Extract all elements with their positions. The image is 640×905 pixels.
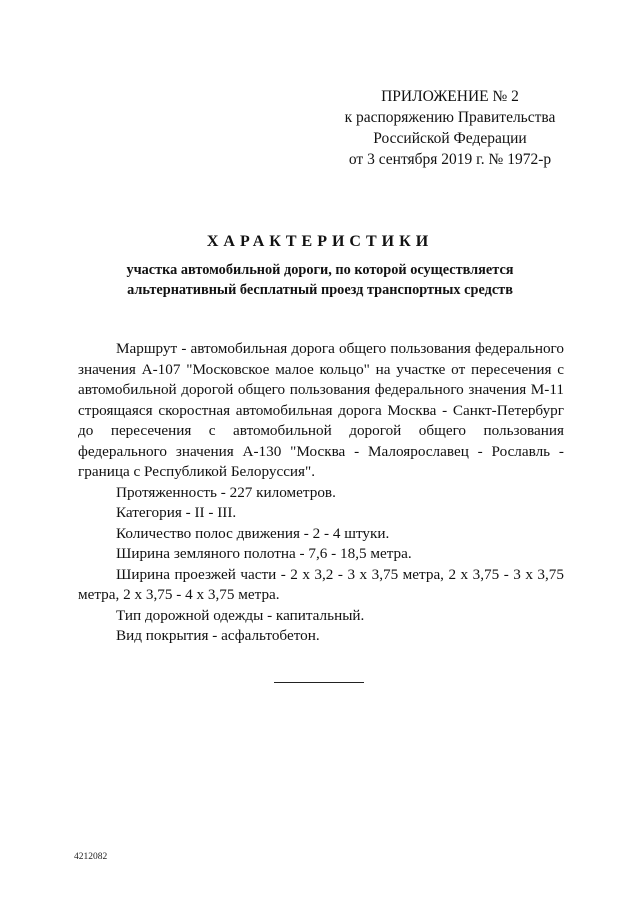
document-title: ХАРАКТЕРИСТИКИ <box>206 233 434 250</box>
lanes-paragraph: Количество полос движения - 2 - 4 штуки. <box>116 524 390 542</box>
carriageway-width-paragraph: Ширина проезжей части - 2 х 3,2 - 3 х 3,75 метра, 2 х 3,75 - 3 х 3,75 метра, 2 х 3,75 - 4 х 3,75 метра. <box>78 565 564 603</box>
document-code: 4212082 <box>74 852 108 862</box>
route-paragraph: Маршрут - автомобильная дорога общего пользования федерального значения А-107 "Московское малое кольцо" на участке от пересечения с автомобильной дорогой общего пользования федерального значения М-11 строящаяся скоростная автомобильная дорога Москва - Санкт-Петербург до пересечения с автомобильной дорогой общего пользования федерального значения А-130 "Москва - Малоярославец - Рославль - граница с Республикой Белоруссия". <box>78 340 564 480</box>
characteristics-body <box>78 339 564 647</box>
end-divider-line <box>274 682 364 683</box>
appendix-line-date-number: от 3 сентября 2019 г. № 1972-р <box>348 151 552 168</box>
pavement-type-paragraph: Тип дорожной одежды - капитальный. <box>116 606 365 624</box>
subtitle-line-1: участка автомобильной дороги, по которой осуществляется <box>126 262 514 278</box>
appendix-line-decree: к распоряжению Правительства <box>344 109 556 126</box>
category-paragraph: Категория - II - III. <box>116 504 237 521</box>
roadbed-width-paragraph: Ширина земляного полотна - 7,6 - 18,5 метра. <box>116 545 412 562</box>
appendix-line-government: Российской Федерации <box>373 130 527 147</box>
appendix-title: ПРИЛОЖЕНИЕ № 2 <box>381 88 519 105</box>
subtitle-line-2: альтернативный бесплатный проезд транспортных средств <box>127 282 513 298</box>
document-subtitle <box>0 260 640 300</box>
appendix-header <box>330 86 570 170</box>
length-paragraph: Протяженность - 227 километров. <box>116 483 336 501</box>
surface-type-paragraph: Вид покрытия - асфальтобетон. <box>116 627 320 644</box>
